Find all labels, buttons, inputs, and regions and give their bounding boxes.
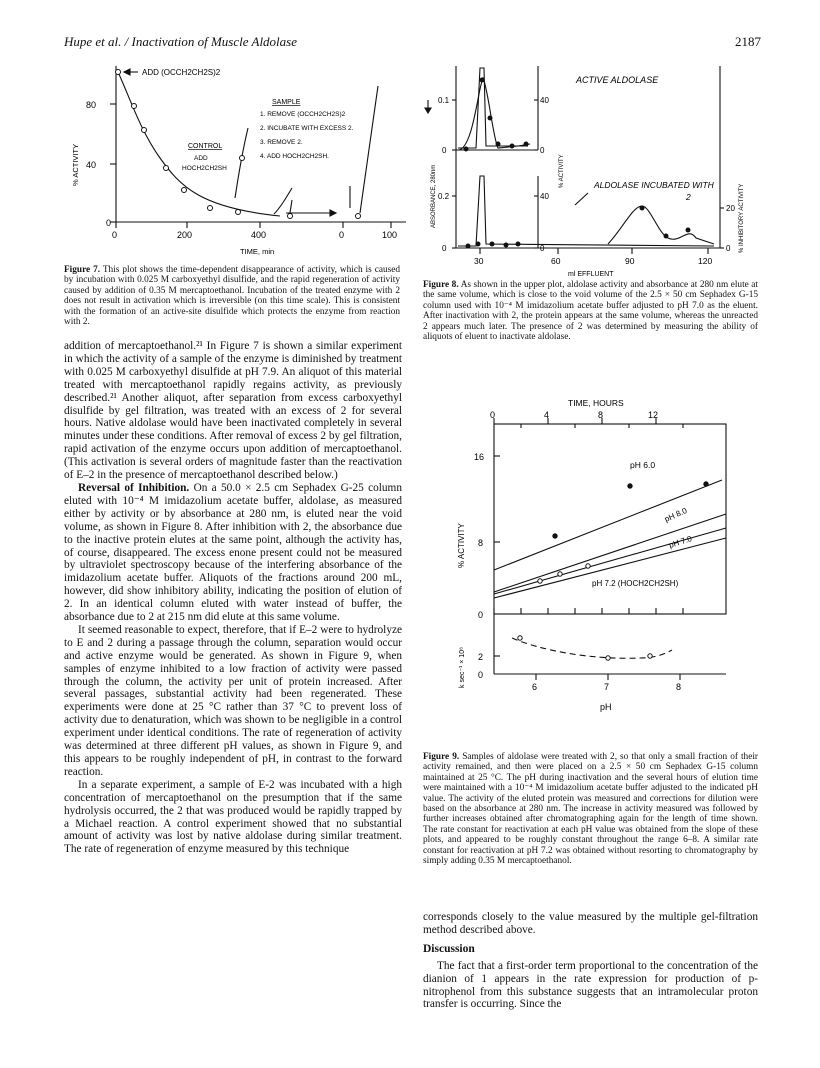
fig9-line-ph6: [494, 480, 722, 570]
fig7-ylabel: % ACTIVITY: [71, 143, 80, 186]
fig8-left-axis-label: ABSORBANCE, 280nm: [431, 164, 437, 228]
fig8-point: [640, 206, 644, 210]
caption-text: This plot shows the time-dependent disappearance of activity, which is caused by incubation with 0.025 M carboxyethyl disulfide, and the rapid regeneration of activity caused by addition of 0.35 M mercaptoethanol. Incubation of the treated enzyme with 2 does not result in activation which is irreversible (on this time scale). This is consistent with the formation of an active-site disulfide which protects the enzyme from reaction with 2.: [64, 265, 400, 328]
fig8-point: [496, 142, 500, 146]
fig8-point: [524, 142, 528, 146]
paragraph: The fact that a first-order term proportional to the concentration of the dianion of 1 appears in the rate expression for production of p-nitrophenol from this substance suggests that an intramolecular proton transfer is occurring. Since the: [423, 959, 758, 1011]
caption-label: Figure 7.: [64, 265, 101, 275]
fig9-top-tick: 4: [544, 410, 550, 420]
fig8-point: [480, 78, 484, 82]
fig8-left-tick: 0.2: [438, 192, 450, 201]
fig8-xlabel: ml EFFLUENT: [568, 271, 614, 278]
fig7-point: [142, 128, 147, 133]
fig8-right-axis-label: % INHIBITORY ACTIVITY: [739, 183, 745, 253]
fig9-point: [586, 564, 590, 568]
fig7-ytick-0: 0: [106, 218, 112, 228]
section-subhead: Reversal of Inhibition.: [78, 481, 190, 494]
fig8-point: [510, 144, 514, 148]
caption-label: Figure 8.: [423, 280, 459, 290]
fig8-left-tick: 0: [442, 244, 447, 253]
fig9-xtick: 7: [604, 682, 610, 692]
fig8-left-tick: 0.1: [438, 96, 450, 105]
running-title: Hupe et al. / Inactivation of Muscle Aldolase: [64, 34, 297, 49]
right-column: [423, 911, 758, 1011]
caption-text: As shown in the upper plot, aldolase activity and absorbance at 280 nm elute at the same volume, which is close to the void volume of the 2.5 × 50 cm Sephadex G-15 column used with 10⁻⁴ M imidazolium acetate buffer adjusted to pH 7.0 as the eluent. After inactivation with 2, the protein appears at the same volume, whereas the unreacted 2 appears much later. The presence of 2 was determined by measuring the ability of aliquots of eluent to inactivate aldolase.: [423, 280, 759, 343]
fig9-ktick: 2: [478, 652, 484, 662]
fig7-control-text: HOCH2CH2SH: [182, 165, 227, 172]
paragraph: It seemed reasonable to expect, therefore, that if E–2 were to hydrolyze to E and 2 during a passage through the column, separation would occur and active enzyme would be generated. As shown in Figure 9, when samples of enzyme inhibited to a low fraction of activity were passed through the column, the activity per unit of protein increased. After several passages, substantial activity had been regenerated. These experiments were done at 25 °C rather than 37 °C to prevent loss of activity due to denaturation, which was shown to be negligible in a control experiment under identical conditions. The rate of regeneration of activity was determined at three different pH values, as shown in Figure 9, and this appears to be roughly independent of pH, in contrast to the forward reaction.: [64, 623, 402, 778]
fig7-xtick: 0: [339, 230, 345, 240]
fig8-point: [686, 228, 690, 232]
fig7-ytick-80: 80: [86, 100, 97, 110]
fig7-xtick: 200: [177, 230, 193, 240]
fig9-ytick: 0: [478, 610, 484, 620]
fig7-sample-step: 2. INCUBATE WITH EXCESS 2.: [260, 125, 354, 132]
fig7-xlabel: TIME, min: [240, 247, 275, 256]
fig7-point: [208, 206, 213, 211]
fig8-activity-top: [458, 78, 530, 150]
fig7-point: [164, 166, 169, 171]
fig7-sample-step: 3. REMOVE 2.: [260, 139, 303, 146]
fig9-xtick: 6: [532, 682, 538, 692]
page-number: 2187: [735, 34, 761, 49]
fig8-xtick: 90: [625, 256, 635, 266]
caption-text: Samples of aldolase were treated with 2, so that only a small fraction of their activity remained, and then were placed on a 2.5 × 50 cm Sephadex G-15 column maintained at 25 °C. The pH during inactivation and the several hours of elution time were maintained with a 10⁻⁴ M imidazolium acetate buffer adjusted to the indicated pH value. The activity of the eluted protein was measured and corrections for dilution were based on the absorbance at 280 nm. The increase in activity measured was followed by further increases obtained after chromatographing again for the length of time shown. The rate constant for reactivation at each pH value was obtained from the slope of these plots, and appeared to be roughly constant throughout the range 6–8. A similar rate constant for reactivation at pH 7.2 was obtained without resorting to chromatography by simply adding 0.35 M mercaptoethanol.: [423, 752, 759, 867]
fig8-left-tick: 0: [442, 146, 447, 155]
fig8-point: [490, 242, 494, 246]
fig8-top-label: ACTIVE ALDOLASE: [576, 75, 659, 85]
fig9-point: [628, 484, 632, 488]
fig8-right-tick: 20: [726, 204, 735, 213]
section-heading-discussion: Discussion: [423, 942, 475, 955]
fig8-xtick: 30: [474, 256, 484, 266]
fig8-bottom-label-num: 2: [686, 192, 691, 202]
fig9-line-label: pH 7.0: [667, 534, 694, 550]
fig8-point: [488, 116, 492, 120]
fig7-recovery-curve-b: [360, 86, 378, 213]
fig9-point: [558, 572, 562, 576]
fig9-xtick: 8: [676, 682, 682, 692]
fig7-add-label: ADD (OCCH2CH2S)2: [142, 68, 221, 77]
fig7-sample-step: 4. ADD HOCH2CH2SH.: [260, 153, 329, 160]
fig7-control-text: ADD: [194, 155, 208, 162]
fig8-point: [664, 234, 668, 238]
fig8-bottom-label: ALDOLASE INCUBATED WITH: [594, 180, 714, 190]
paragraph: addition of mercaptoethanol.²¹ In Figure 7 is shown a similar experiment in which the activity of a sample of the enzyme is diminished by treatment with 0.025 M carboxyethyl disulfide at pH 7.9. An aliquot of this material treated with mercaptoethanol rapidly regains activity, as previously described.²¹ Another aliquot, after separation from excess carboxyethyl disulfide by gel filtration, was treated with an excess of 2 for several hours. Native aldolase would have been inactivated completely in several minutes under these conditions. After removal of excess 2 by gel filtration, rapid activation of the enzyme occurs upon addition of mercaptoethanol. (This activation is several orders of magnitude faster than the reactivation of E–2 in the presence of mercaptoethanol described below.): [64, 340, 402, 482]
fig8-point: [476, 242, 480, 246]
fig9-top-axis-label: TIME, HOURS: [568, 398, 624, 408]
fig8-point: [464, 147, 468, 151]
fig7-xtick: 0: [112, 230, 118, 240]
fig9-line-label: pH 7.2 (HOCH2CH2SH): [592, 579, 679, 588]
fig7-point: [236, 210, 241, 215]
caption-label: Figure 9.: [423, 752, 460, 762]
fig9-top-tick: 8: [598, 410, 604, 420]
fig7-control-title: CONTROL: [188, 143, 223, 150]
fig9-point: [518, 636, 522, 640]
fig9-ktick: 0: [478, 670, 484, 680]
fig7-point: [288, 214, 293, 219]
fig7-recovery-curve-a: [235, 128, 248, 198]
fig9-point: [553, 534, 557, 538]
fig7-point: [116, 70, 121, 75]
fig7-xtick: 400: [251, 230, 267, 240]
paragraph: In a separate experiment, a sample of E-2 was incubated with a high concentration of mercaptoethanol on the presumption that if the same hydrolysis occurred, the 2 that was produced would be rapidly trapped by a Michael reaction. A control experiment showed that no substantial amount of activity was lost by native aldolase during similar treatment. The rate of regeneration of enzyme measured by this technique: [64, 778, 402, 856]
fig8-mid-tick: 0: [540, 244, 545, 253]
fig9-top-tick: 0: [490, 410, 496, 420]
fig7-point: [132, 104, 137, 109]
fig9-point: [648, 654, 652, 658]
fig9-point: [538, 579, 542, 583]
fig9-ytick: 16: [474, 452, 485, 462]
paragraph: Reversal of Inhibition. On a 50.0 × 2.5 cm Sephadex G-25 column eluted with 10⁻⁴ M imidazolium acetate buffer, aldolase, as measured either by activity or by absorbance at 280 nm, is eluted near the void volume, as shown in Figure 8. After inhibition with 2, the absorbance due to the inactive protein elutes at the same point, although the activity has, of course, disappeared. The excess enone present could not be measured by ultraviolet spectroscopy because of the interfering absorbance of the imidazolium acetate buffer. Aliquots of the fractions around 200 mL, however, did show inhibitory ability, indicating the position of elution of 2. In an identical column eluted with water instead of buffer, the absorbance due to 2 at 215 nm did elute at this same volume.: [64, 481, 402, 624]
fig9-ytick: 8: [478, 538, 484, 548]
fig9-point: [606, 656, 610, 660]
figure-9: [440, 388, 740, 758]
fig9-line-ph72: [494, 538, 726, 598]
fig8-xtick: 60: [551, 256, 561, 266]
fig8-right-tick: 0: [726, 244, 731, 253]
paragraph: corresponds closely to the value measured by the multiple gel-filtration method described above.: [423, 911, 758, 936]
fig9-ylabel: % ACTIVITY: [457, 523, 466, 568]
fig7-xtick: 100: [382, 230, 398, 240]
figure-8: [418, 58, 756, 278]
fig7-point: [356, 214, 361, 219]
fig7-sample-title: SAMPLE: [272, 99, 301, 106]
figure-7-caption: [64, 265, 400, 327]
fig9-line-label: pH 8.0: [663, 506, 689, 524]
fig8-point: [504, 243, 508, 247]
figure-9-caption: [423, 752, 758, 866]
fig8-absorbance-top: [458, 68, 528, 148]
fig9-top-tick: 12: [648, 410, 659, 420]
figure-7: [60, 58, 410, 263]
fig8-point: [516, 242, 520, 246]
fig9-line-label: pH 6.0: [630, 460, 656, 470]
fig8-mid-axis-label: % ACTIVITY: [559, 154, 565, 188]
fig8-mid-tick: 40: [540, 192, 549, 201]
fig7-point: [182, 188, 187, 193]
left-column: [64, 340, 402, 856]
fig7-ytick-40: 40: [86, 160, 97, 170]
fig7-point: [240, 156, 245, 161]
fig8-xtick: 120: [698, 256, 713, 266]
fig8-point: [466, 244, 470, 248]
figure-8-caption: [423, 280, 758, 342]
fig9-k-label: k sec⁻¹ × 10⁶: [459, 646, 466, 688]
fig9-xlabel: pH: [600, 702, 612, 712]
fig8-mid-tick: 0: [540, 146, 545, 155]
fig7-sample-step: 1. REMOVE (OCCH2CH2S)2: [260, 111, 346, 118]
fig9-point: [704, 482, 708, 486]
fig8-inhibitory-curve: [608, 206, 714, 244]
fig8-mid-tick: 40: [540, 96, 549, 105]
